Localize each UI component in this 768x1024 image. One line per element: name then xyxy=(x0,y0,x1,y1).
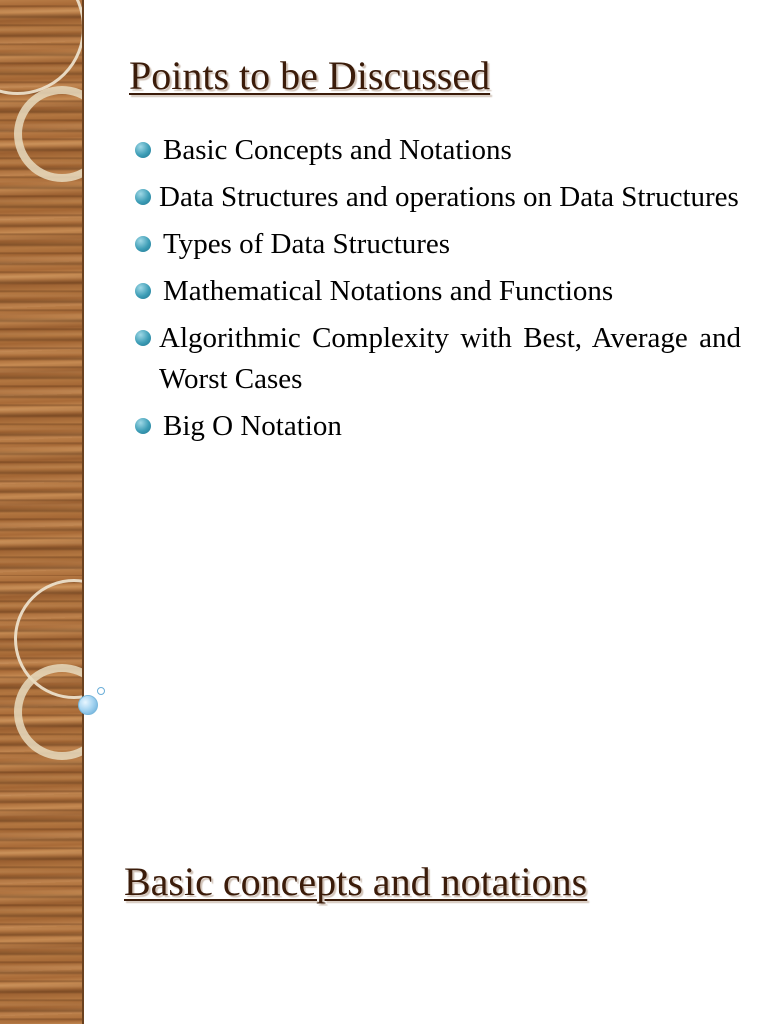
list-item-text: Mathematical Notations and Functions xyxy=(163,275,614,307)
list-item xyxy=(133,318,741,400)
bullet-list xyxy=(133,130,741,453)
decorative-ring xyxy=(14,86,84,182)
list-item-text: Basic Concepts and Notations xyxy=(163,134,512,166)
bullet-icon xyxy=(135,142,151,158)
decorative-ring xyxy=(0,0,84,95)
list-item xyxy=(133,130,741,171)
wood-side-panel-top xyxy=(0,0,84,576)
bullet-icon xyxy=(135,236,151,252)
bullet-icon xyxy=(135,418,151,434)
list-item xyxy=(133,177,741,218)
list-item xyxy=(133,224,741,265)
list-item-text: Data Structures and operations on Data Structures xyxy=(159,181,739,213)
list-item xyxy=(133,406,741,447)
decorative-ring xyxy=(14,664,84,760)
slide-title: Basic concepts and notations xyxy=(124,859,588,904)
bubble-icon xyxy=(97,687,105,695)
bullet-icon xyxy=(135,189,151,205)
bullet-icon xyxy=(135,283,151,299)
bullet-icon xyxy=(135,330,151,346)
wood-side-panel-bottom xyxy=(0,576,84,1024)
slide-title: Points to be Discussed xyxy=(129,53,491,98)
bubble-icon xyxy=(78,695,98,715)
list-item-text: Big O Notation xyxy=(163,410,342,442)
list-item-text: Types of Data Structures xyxy=(163,228,451,260)
list-item xyxy=(133,271,741,312)
list-item-text: Algorithmic Complexity with Best, Average and Worst Cases xyxy=(159,322,741,395)
